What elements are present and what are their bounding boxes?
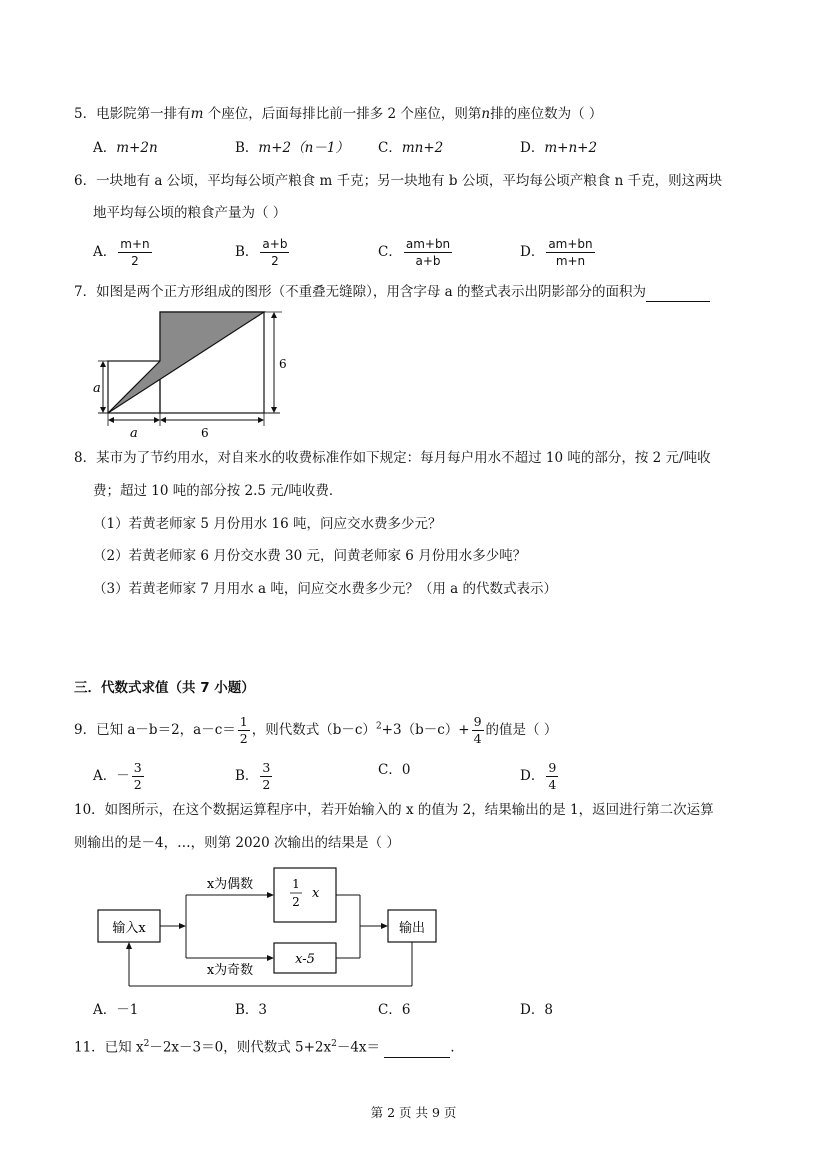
arrow-up (271, 312, 277, 318)
label-6-bottom: 6 (201, 426, 209, 440)
q6-stem-line2: 地平均每公顷的粮食产量为（ ） (93, 205, 287, 221)
q6-option-b-fraction: $\frac{a+b}{2}$ (262, 237, 288, 268)
q9-option-b-fraction: $\frac{3}{2}$ (262, 760, 271, 792)
q9-stem: 9．已知 a－b＝2，a－c＝ $\frac{1}{2}$ ，则代数式$(b-c)^2+3(b-c)+$ $\frac{9}{4}$ 的值是（ ） (74, 714, 558, 746)
q6-option-c: C． $\frac{am+bn}{a+b}$ (378, 237, 451, 268)
q5-option-a: A．m+2n (93, 140, 158, 156)
arrow-right (179, 923, 186, 929)
label-a-bottom: a (130, 426, 138, 441)
q6-option-a: A． $\frac{m+n}{2}$ (93, 237, 150, 268)
q6-option-c-fraction: $\frac{am+bn}{a+b}$ (405, 237, 451, 268)
q10-option-b: B．3 (235, 1002, 268, 1018)
label-a-side: a (93, 381, 101, 396)
q9-option-c: C．0 (378, 762, 411, 778)
q5-option-c: C．mn+2 (378, 140, 444, 156)
arrow-right (258, 417, 264, 423)
q6-option-d-fraction: $\frac{am+bn}{m+n}$ (548, 237, 593, 268)
q8-sub1: （1）若黄老师家 5 月份用水 16 吨，问应交水费多少元？ (93, 516, 442, 532)
q6-stem-line1: 6．一块地有 a 公顷，平均每公顷产粮食 m 千克；另一块地有 b 公顷，平均每公顷产粮食 n 千克，则这两块 (74, 173, 723, 189)
half-box (274, 868, 336, 922)
q10-stem-line1: 10．如图所示，在这个数据运算程序中，若开始输入的 x 的值为 2，结果输出的是 1，返回进行第二次运算 (74, 802, 714, 818)
q8-sub3: （3）若黄老师家 7 月用水 a 吨，问应交水费多少元？（用 a 的代数式表示） (93, 581, 558, 597)
q5-stem: 5．电影院第一排有m 个座位，后面每排比前一排多 2 个座位，则第n排的座位数为（ ） (74, 106, 603, 122)
q10-option-d: D．8 (520, 1002, 553, 1018)
odd-label: x为奇数 (206, 963, 254, 978)
arrow-left (160, 417, 166, 423)
half-num: 1 (292, 877, 300, 891)
q9-fraction-2: $\frac{9}{4}$ (473, 714, 482, 746)
arrow-up (126, 942, 132, 949)
arrow-right (154, 417, 160, 423)
q9-fraction-1: $\frac{1}{2}$ (239, 714, 248, 746)
q10-option-c: C．6 (378, 1002, 411, 1018)
q9-option-a: A．－ $\frac{3}{2}$ (93, 760, 142, 792)
q8-stem-line2: 费；超过 10 吨的部分按 2.5 元/吨收费． (93, 483, 343, 499)
input-box-label: 输入x (112, 921, 146, 936)
q9-option-d: D． $\frac{9}{4}$ (520, 760, 557, 792)
arrow-down (100, 407, 106, 413)
q8-sub2: （2）若黄老师家 6 月份交水费 30 元，问黄老师家 6 月份用水多少吨？ (93, 548, 527, 564)
arrow-left (108, 417, 114, 423)
arrow-right (267, 955, 274, 961)
even-label: x为偶数 (206, 877, 254, 892)
arrow-right (381, 923, 388, 929)
q10-flowchart (90, 862, 450, 994)
q8-stem-line1: 8．某市为了节约用水，对自来水的收费标准作如下规定：每月每户用水不超过 10 吨的部分，按 2 元/吨收 (74, 450, 711, 466)
arrow-right (267, 892, 274, 898)
q6-option-a-fraction: $\frac{m+n}{2}$ (120, 237, 150, 268)
output-box-label: 输出 (398, 921, 426, 936)
page-footer: 第 2 页 共 9 页 (370, 1105, 457, 1120)
q5-option-b: B．m+2（n－1） (235, 140, 349, 156)
q10-option-a: A．－1 (93, 1002, 139, 1018)
q6-option-d: D． $\frac{am+bn}{m+n}$ (520, 237, 593, 268)
q7-figure (88, 304, 288, 444)
q5-option-d: D．m+n+2 (520, 140, 598, 156)
arrow-down (271, 407, 277, 413)
half-den: 2 (292, 895, 300, 909)
q7-answer-blank[interactable] (646, 285, 710, 302)
q9-option-d-fraction: $\frac{9}{4}$ (548, 760, 557, 792)
minus-box-label: x-5 (295, 952, 315, 967)
label-6-side: 6 (279, 357, 287, 371)
q11-answer-blank[interactable] (384, 1041, 450, 1058)
shaded-region (108, 312, 264, 413)
q7-stem: 7．如图是两个正方形组成的图形（不重叠无缝隙），用含字母 a 的整式表示出阴影部分的面积为 (74, 282, 710, 302)
q6-option-b: B． $\frac{a+b}{2}$ (235, 237, 288, 268)
q9-option-a-fraction: $\frac{3}{2}$ (133, 760, 142, 792)
section-title: 三．代数式求值（共 7 小题） (74, 680, 255, 696)
arrow-up (100, 361, 106, 367)
q10-stem-line2: 则输出的是－4，…，则第 2020 次输出的结果是（ ） (74, 835, 400, 851)
q11-stem: 11．已知 $x^2-2x-3=0$，则代数式 $5+2x^2-4x=$ ． (74, 1039, 464, 1056)
half-var: x (312, 886, 320, 901)
q9-option-b: B． $\frac{3}{2}$ (235, 760, 271, 792)
